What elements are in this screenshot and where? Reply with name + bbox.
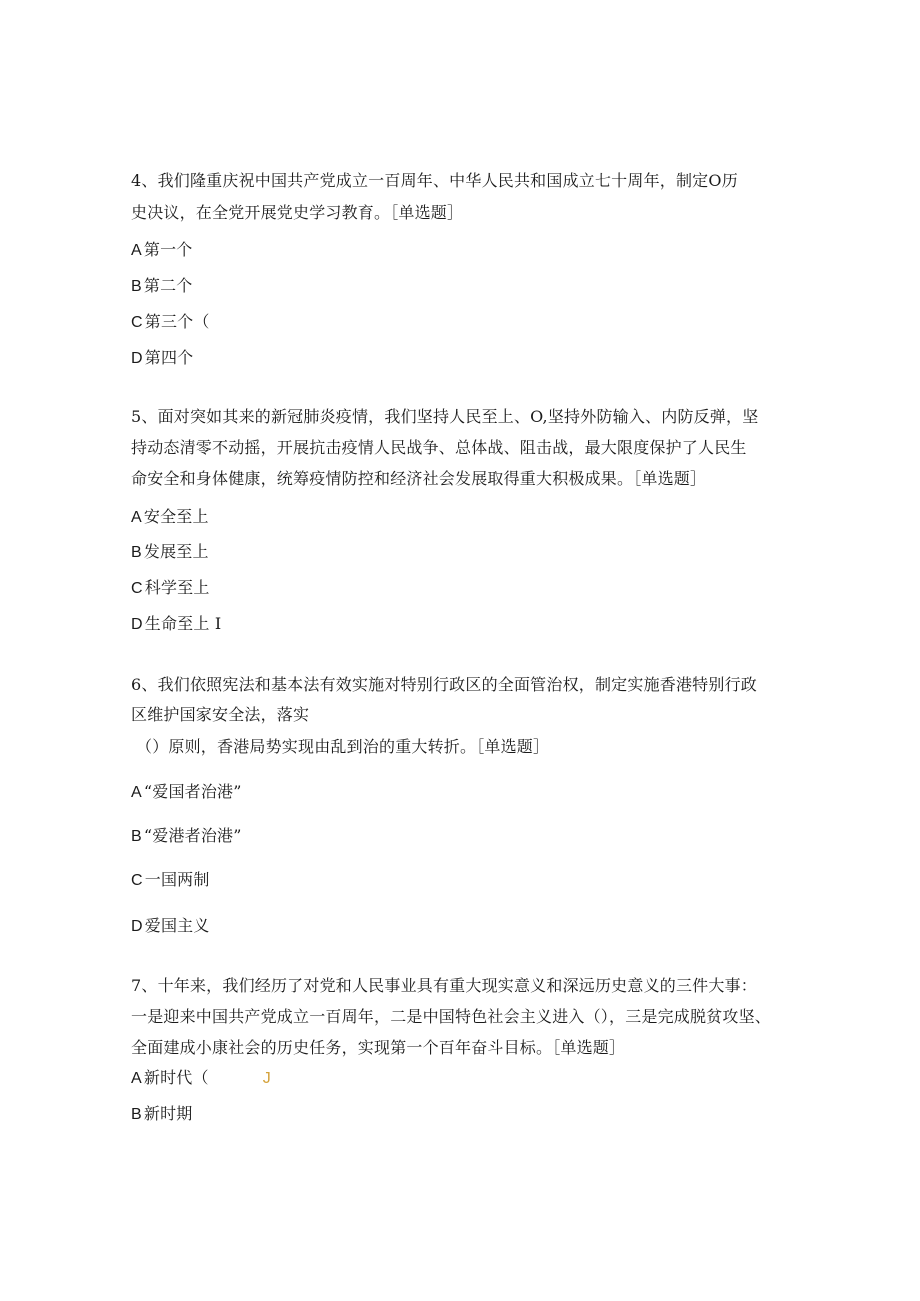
- question-4-line-2: 史决议，在全党开展党史学习教育。［单选题］: [131, 203, 464, 222]
- question-5-line-3: 命安全和身体健康，统筹疫情防控和经济社会发展取得重大积极成果。［单选题］: [131, 469, 707, 488]
- question-6-line-1: 6、我们依照宪法和基本法有效实施对特别行政区的全面管治权，制定实施香港特别行政: [131, 675, 757, 694]
- option-text: 第二个: [143, 276, 193, 295]
- option-text: 新时期: [143, 1104, 193, 1123]
- option-letter: A: [131, 242, 142, 259]
- question-4-option-b: [131, 276, 192, 297]
- option-letter: A: [131, 784, 142, 801]
- option-text: 一国两制: [144, 870, 210, 889]
- option-letter: A: [131, 1070, 142, 1087]
- option-letter: C: [131, 872, 143, 889]
- question-7-option-b: [131, 1104, 192, 1125]
- option-text: “爱国者治港”: [143, 782, 242, 801]
- question-6-option-a: [131, 782, 242, 803]
- question-5-option-a: [131, 507, 209, 528]
- question-6-line-2: 区维护国家安全法，落实: [131, 705, 310, 724]
- question-7-line-1: 7、十年来，我们经历了对党和人民事业具有重大现实意义和深远历史意义的三件大事：: [131, 976, 757, 995]
- option-text: 科学至上: [144, 578, 210, 597]
- option-text: 第四个: [144, 348, 194, 367]
- option-letter: D: [131, 350, 143, 367]
- option-letter: B: [131, 828, 142, 845]
- option-letter: A: [131, 509, 142, 526]
- option-letter: D: [131, 616, 143, 633]
- option-text: 发展至上: [143, 542, 209, 561]
- option-text: 新时代（: [143, 1068, 209, 1087]
- option-letter: C: [131, 314, 143, 331]
- option-text: 爱国主义: [144, 916, 210, 935]
- question-7-line-2: 一是迎来中国共产党成立一百周年，二是中国特色社会主义进入（），三是完成脱贫攻坚、: [131, 1007, 772, 1026]
- question-4-option-c: [131, 312, 210, 333]
- question-6-line-3: （）原则，香港局势实现由乱到治的重大转折。［单选题］: [136, 737, 550, 756]
- question-4-line-1: 4、我们隆重庆祝中国共产党成立一百周年、中华人民共和国成立七十周年，制定O历: [131, 171, 738, 190]
- question-6-option-d: [131, 916, 210, 937]
- question-5-option-c: [131, 578, 210, 599]
- option-letter: B: [131, 1106, 142, 1123]
- question-5-option-b: [131, 542, 209, 563]
- option-letter: B: [131, 544, 142, 561]
- answer-mark: J: [262, 1070, 271, 1087]
- question-5-line-1: 5、面对突如其来的新冠肺炎疫情，我们坚持人民至上、O,坚持外防输入、内防反弹，坚: [131, 407, 759, 426]
- option-letter: C: [131, 580, 143, 597]
- question-7-option-a: [131, 1068, 271, 1089]
- option-letter: B: [131, 278, 142, 295]
- option-text: 第一个: [143, 240, 193, 259]
- question-4-option-a: [131, 240, 192, 261]
- option-letter: D: [131, 918, 143, 935]
- question-7-line-3: 全面建成小康社会的历史任务，实现第一个百年奋斗目标。［单选题］: [131, 1038, 626, 1057]
- question-4-option-d: [131, 348, 193, 369]
- option-text: 生命至上 I: [144, 614, 222, 633]
- option-text: 第三个（: [144, 312, 210, 331]
- question-5-option-d: [131, 614, 221, 635]
- option-text: “爱港者治港”: [143, 826, 242, 845]
- question-5-line-2: 持动态清零不动摇，开展抗击疫情人民战争、总体战、阻击战，最大限度保护了人民生: [131, 438, 747, 457]
- question-6-option-c: [131, 870, 210, 891]
- question-6-option-b: [131, 826, 242, 847]
- option-text: 安全至上: [143, 507, 209, 526]
